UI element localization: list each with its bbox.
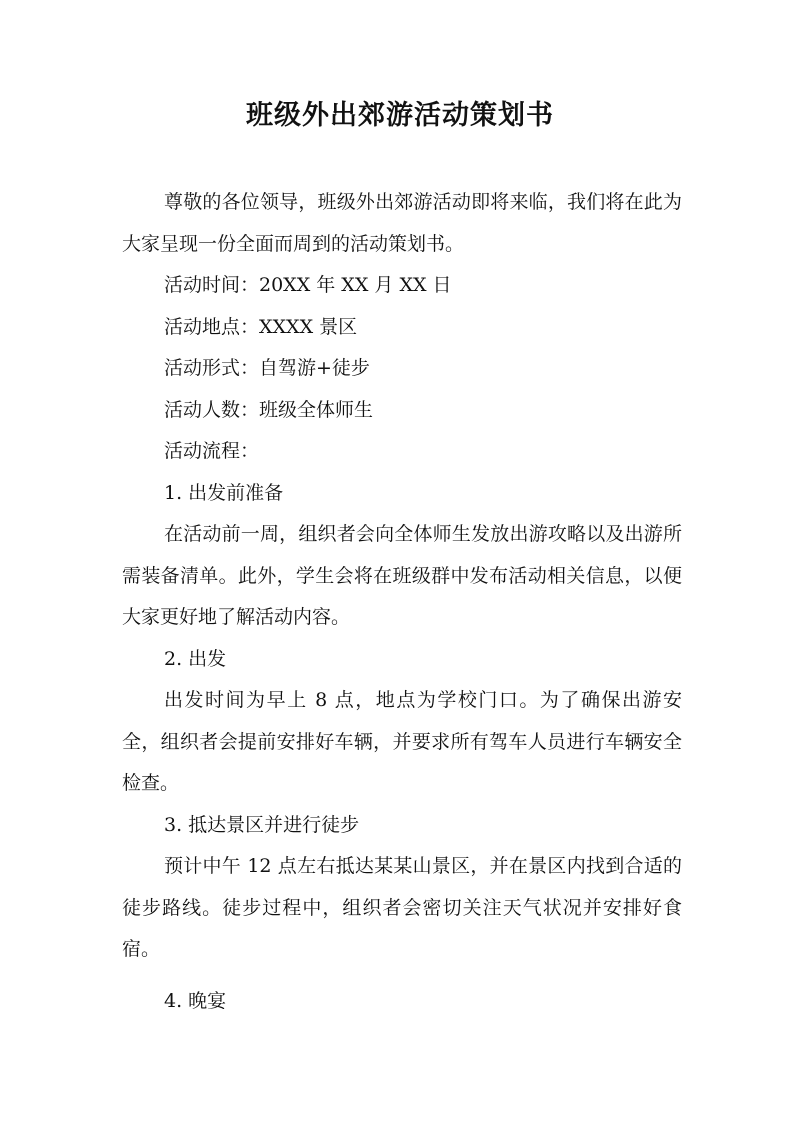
step-heading-1: 1. 出发前准备 [164,481,284,504]
step-heading-2: 2. 出发 [164,647,227,670]
intro-paragraph: 尊敬的各位领导，班级外出郊游活动即将来临，我们将在此为大家呈现一份全面而周到的活动策划书。 [122,191,682,255]
document-body [122,182,682,1022]
step-paragraph-3: 预计中午 12 点左右抵达某某山景区，并在景区内找到合适的徒步路线。徒步过程中，组织者会密切关注天气状况并安排好食宿。 [122,855,682,960]
step-paragraph-2: 出发时间为早上 8 点，地点为学校门口。为了确保出游安全，组织者会提前安排好车辆，并要求所有驾车人员进行车辆安全检查。 [122,689,682,794]
activity-process-heading: 活动流程： [164,440,260,462]
step-paragraph-1: 在活动前一周，组织者会向全体师生发放出游攻略以及出游所需装备清单。此外，学生会将在班级群中发布活动相关信息，以便大家更好地了解活动内容。 [122,523,682,628]
document-title: 班级外出郊游活动策划书 [246,100,554,131]
step-heading-4: 4. 晚宴 [164,989,227,1012]
activity-location: 活动地点：XXXX 景区 [164,315,358,338]
activity-participants: 活动人数：班级全体师生 [164,398,374,421]
step-heading-3: 3. 抵达景区并进行徒步 [164,813,360,836]
activity-time: 活动时间：20XX 年 XX 月 XX 日 [164,274,452,296]
activity-format: 活动形式：自驾游+徒步 [164,357,370,379]
